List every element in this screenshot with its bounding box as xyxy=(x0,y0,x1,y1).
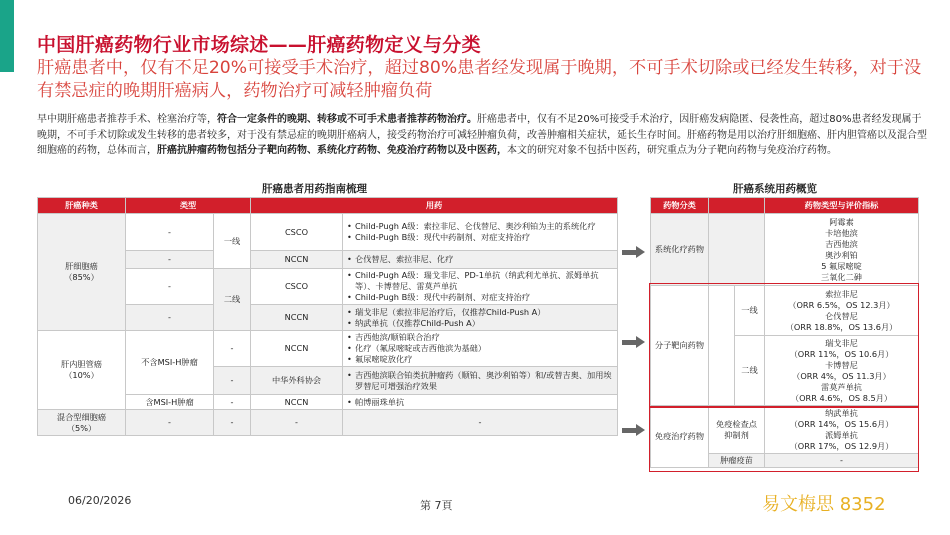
guideline-nccn: NCCN xyxy=(251,331,343,367)
line-first: 一线 xyxy=(735,286,765,336)
guideline-csco: CSCO xyxy=(251,269,343,305)
drug-item: 5 氟尿嘧啶 xyxy=(821,260,862,271)
col-header: 药物类型与评价指标 xyxy=(765,198,919,214)
line-second: 二线 xyxy=(735,336,765,406)
cell-dash: - xyxy=(343,410,618,436)
drug-item: 三氧化二砷 xyxy=(821,271,862,282)
accent-bar xyxy=(0,0,14,72)
footer-date: 06/20/2026 xyxy=(68,494,132,507)
drug-item: （ORR 4%，OS 11.3月） xyxy=(792,370,891,381)
guideline-csco: CSCO xyxy=(251,214,343,251)
highlight-box-targeted xyxy=(649,283,919,408)
cell-dash: - xyxy=(126,305,214,331)
drug-item: （ORR 17%，OS 12.9月） xyxy=(789,440,894,451)
drug-item: 奥沙利铂 xyxy=(825,249,858,260)
drug-list xyxy=(765,214,919,286)
col-header: 用药 xyxy=(251,198,618,214)
drug-item: • 吉西他滨联合铂类抗肿瘤药（顺铂、奥沙利铂等）和/或替吉奥、加用埃罗替尼可增强治疗效果 xyxy=(355,370,614,392)
col-header: 药物分类 xyxy=(651,198,709,214)
intro-text-1: 早中期肝癌患者推荐手术、栓塞治疗等， xyxy=(37,114,217,125)
overview-table-title: 肝癌系统用药概览 xyxy=(733,183,817,195)
msi-positive: 含MSI-H肿瘤 xyxy=(126,395,214,410)
intro-bold-2: 肝癌抗肿瘤药物包括分子靶向药物、系统化疗药物、免疫治疗药物以及中医药， xyxy=(157,145,507,156)
drug-item: • Child-Pugh B级：现代中药制剂、对症支持治疗 xyxy=(355,232,614,243)
drug-cell xyxy=(343,251,618,269)
drug-item: • 仑伐替尼、索拉非尼、化疗 xyxy=(355,254,614,265)
guideline-nccn: NCCN xyxy=(251,251,343,269)
drug-cell xyxy=(343,367,618,395)
cell-dash: - xyxy=(214,367,251,395)
cancer-type-mixed: 混合型细胞癌 （5%） xyxy=(38,410,126,436)
drug-item: • Child-Pugh B级：现代中药制剂、对症支持治疗 xyxy=(355,292,614,303)
drug-item: • 氟尿嘧啶放化疗 xyxy=(355,354,614,365)
intro-bold-1: 符合一定条件的晚期、转移或不可手术患者推荐药物治疗。 xyxy=(217,114,477,125)
drug-cell xyxy=(343,269,618,305)
drug-cell xyxy=(343,305,618,331)
cell-dash: - xyxy=(126,410,214,436)
cell-dash: - xyxy=(126,251,214,269)
cell-dash: - xyxy=(126,214,214,251)
page-number: 第 7頁 xyxy=(420,499,453,512)
drug-item: • 瑞戈非尼（索拉非尼治疗后，仅推荐Child-Push A） xyxy=(355,307,614,318)
intro-text-3: 本文的研究对象不包括中医药，研究重点为分子靶向药物与免疫治疗药物。 xyxy=(507,145,837,156)
msi-negative: 不含MSI-H肿瘤 xyxy=(126,331,214,395)
drug-item: （ORR 14%，OS 15.6月） xyxy=(789,418,894,429)
drug-item: • 纳武单抗（仅推荐Child-Push A） xyxy=(355,318,614,329)
drug-item: • 帕博丽珠单抗 xyxy=(355,397,614,408)
cancer-type-hcc: 肝细胞癌 （85%） xyxy=(38,214,126,331)
immune-checkpoint: 免疫检查点抑制剂 xyxy=(709,406,765,454)
drug-item: 雷莫芦单抗 xyxy=(821,381,862,392)
cell-dash: - xyxy=(765,454,919,468)
guideline-csca: 中华外科协会 xyxy=(251,367,343,395)
line-second: 二线 xyxy=(214,269,251,331)
drug-item: • Child-Pugh A级：瑞戈非尼、PD-1单抗（纳武利尤单抗、派姆单抗等）、卡博替尼、雷莫芦单抗 xyxy=(355,270,614,292)
cell-dash: - xyxy=(214,410,251,436)
guideline-nccn: NCCN xyxy=(251,395,343,410)
drug-item: 吉西他滨 xyxy=(825,238,858,249)
drug-item: • 吉西他滨/顺铂联合治疗 xyxy=(355,332,614,343)
cell-dash: - xyxy=(126,269,214,305)
cell-dash: - xyxy=(251,410,343,436)
guideline-table xyxy=(37,197,618,436)
drug-item: 派姆单抗 xyxy=(825,429,858,440)
drug-item: 阿霉素 xyxy=(829,216,854,227)
drug-cell xyxy=(343,331,618,367)
drug-cell xyxy=(343,395,618,410)
cell-dash: - xyxy=(214,395,251,410)
guideline-table-title: 肝癌患者用药指南梳理 xyxy=(262,183,367,195)
page-title: 中国肝癌药物行业市场综述——肝癌药物定义与分类 xyxy=(37,34,481,56)
col-header: 类型 xyxy=(126,198,251,214)
drug-cell xyxy=(343,214,618,251)
drug-item: （ORR 11%，OS 10.6月） xyxy=(789,348,894,359)
cell-dash: - xyxy=(214,331,251,367)
class-chemo: 系统化疗药物 xyxy=(651,214,709,286)
col-header: 肝癌种类 xyxy=(38,198,126,214)
drug-item: （ORR 18.8%，OS 13.6月） xyxy=(785,321,898,332)
guideline-nccn: NCCN xyxy=(251,305,343,331)
brand-watermark: 易文梅思 8352 xyxy=(762,494,886,515)
drug-item: 卡培他滨 xyxy=(825,227,858,238)
highlight-box-immuno xyxy=(649,406,919,472)
class-targeted: 分子靶向药物 xyxy=(651,286,709,406)
intro-text-2: 肝癌患者中，仅有不足20%可接受手术治疗，因肝癌发病隐匿、侵袭性高，超过80%患者经发现属于晚期，不可手术切除或发生转移的患者较多，对于没有禁忌症的晚期肝癌病人，接受药物治疗可减轻肿瘤负荷，改善肿瘤相关症状，延长生存时间。肝癌药物是用以治疗肝细胞癌、肝内胆管癌以及混合型细胞癌的药物，总体而言， xyxy=(37,114,927,156)
intro-paragraph xyxy=(37,112,927,159)
line-first: 一线 xyxy=(214,214,251,269)
page-subtitle: 肝癌患者中，仅有不足20%可接受手术治疗，超过80%患者经发现属于晚期，不可手术切除或已经发生转移，对于没有禁忌症的晚期肝癌病人，药物治疗可减轻肿瘤负荷 xyxy=(37,58,922,101)
drug-item: （ORR 4.6%，OS 8.5月） xyxy=(790,392,893,403)
drug-item: 瑞戈非尼 xyxy=(825,337,858,348)
tumor-vaccine: 肿瘤疫苗 xyxy=(709,454,765,468)
col-header xyxy=(709,198,765,214)
drug-item: • 化疗（氟尿嘧啶或吉西他滨为基础） xyxy=(355,343,614,354)
drug-item: 索拉非尼 xyxy=(825,288,858,299)
drug-item: 卡博替尼 xyxy=(825,359,858,370)
cell-empty xyxy=(709,214,765,286)
drug-item: 纳武单抗 xyxy=(825,407,858,418)
class-immuno: 免疫治疗药物 xyxy=(651,406,709,468)
drug-item: • Child-Pugh A级：索拉非尼、仑伐替尼、奥沙利铂为主的系统化疗 xyxy=(355,221,614,232)
drug-item: 仑伐替尼 xyxy=(825,310,858,321)
cancer-type-icc: 肝内胆管癌 （10%） xyxy=(38,331,126,410)
drug-item: （ORR 6.5%，OS 12.3月） xyxy=(788,299,895,310)
